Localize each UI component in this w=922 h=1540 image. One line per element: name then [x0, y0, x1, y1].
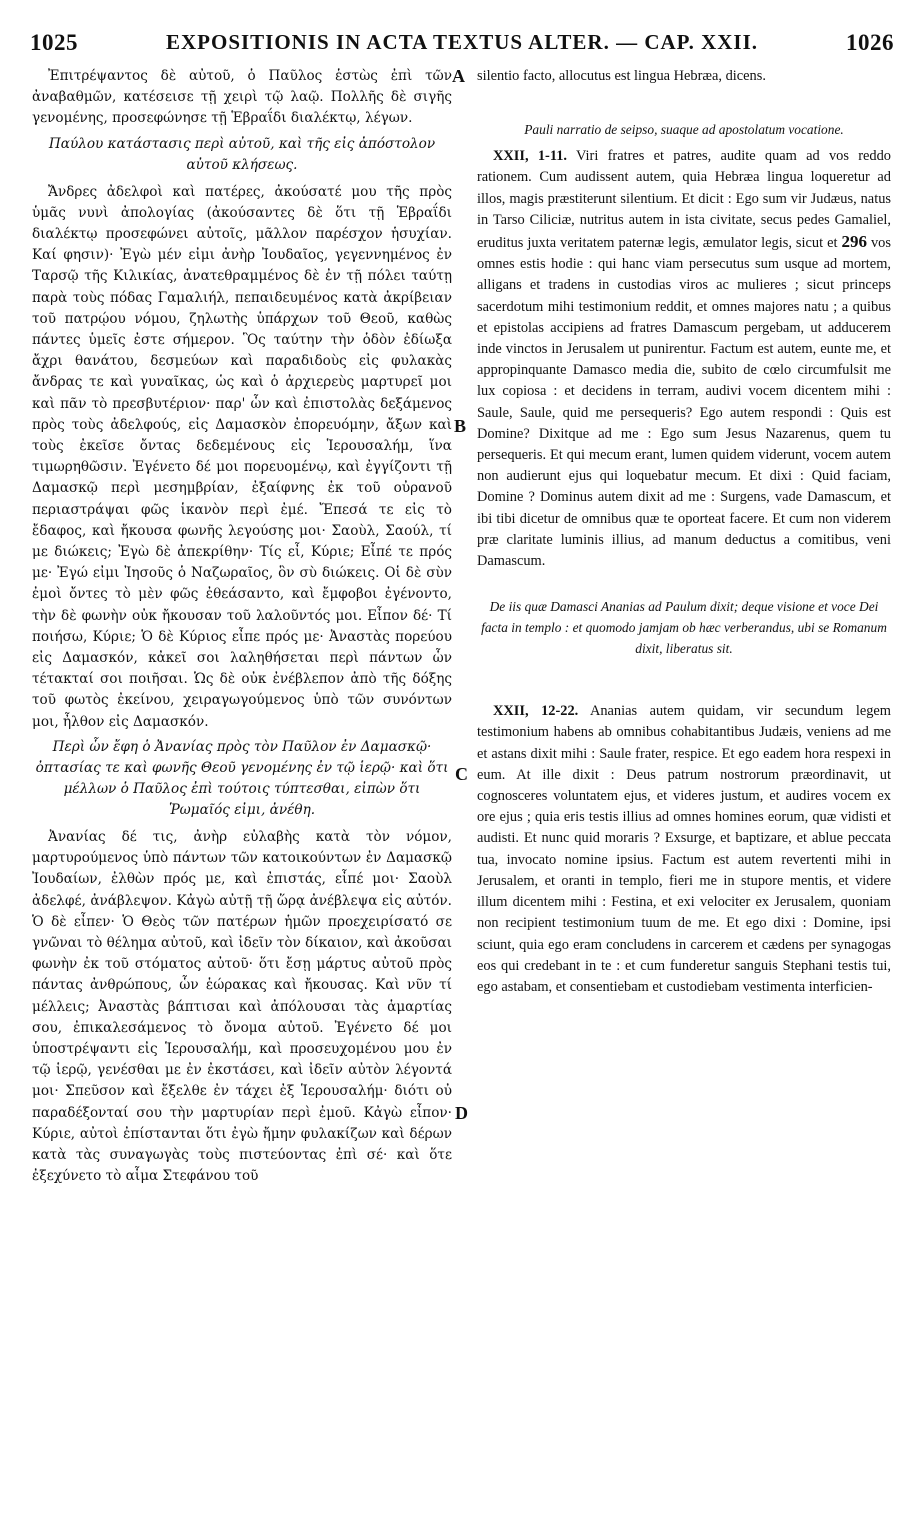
- latin-section-heading-1: Pauli narratio de seipso, suaque ad apostolatum vocatione.: [524, 122, 844, 138]
- greek-ananias-paragraph: Ἀνανίας δέ τις, ἀνὴρ εὐλαβὴς κατὰ τὸν νόμον, μαρτυρούμενος ὑπὸ πάντων τῶν κατοικούντων ἐν Δαμασκῷ Ἰουδαίων, ἐλθὼν πρός με, καὶ ἐπιστάς, εἶπέ μοι· Σαοὺλ ἀδελφέ, ἀνάβλεψον. Κἀγὼ αὐτῇ τῇ ὥρᾳ ἀνέβλεψα εἰς αὐτόν. Ὁ δὲ εἶπεν· Ὁ Θεὸς τῶν πατέρων ἡμῶν προεχειρίσατό σε γνῶναι τὸ θέλημα αὐτοῦ, καὶ ἰδεῖν τὸν δίκαιον, καὶ ἀκοῦσαι φωνὴν ἐκ τοῦ στόματος αὐτοῦ· ὅτι ἔσῃ μάρτυς αὐτοῦ πρὸς πάντας ἀνθρώπους, ὧν ἑώρακας καὶ ἤκουσας. Καὶ νῦν τί μέλλεις; Ἀναστὰς βάπτισαι καὶ ἀπόλουσαι τὰς ἁμαρτίας σου, ἐπικαλεσάμενος τὸ ὄνομα αὐτοῦ. Ἐγένετο δέ μοι ὑποστρέψαντι εἰς Ἱερουσαλήμ, καὶ προσευχομένου μου ἐν τῷ ἱερῷ, γενέσθαι με ἐν ἐκστάσει, καὶ ἰδεῖν αὐτὸν λέγοντά μοι· Σπεῦσον καὶ ἔξελθε ἐν τάχει ἐξ Ἱερουσαλήμ· διότι οὐ παραδέξονταί σου τὴν μαρτυρίαν περὶ ἐμοῦ. Κἀγὼ εἶπον· Κύριε, αὐτοὶ ἐπίστανται ὅτι ἐγὼ ἤμην φυλακίζων καὶ δέρων κατὰ τὰς συναγωγὰς τοὺς πιστεύοντας ἐπὶ σέ· καὶ ὅτε ἐξεχύνετο τὸ αἷμα Στεφάνου τοῦ: [32, 828, 452, 1185]
- greek-column: [32, 66, 452, 1187]
- spacer: [477, 87, 891, 115]
- greek-speech-paragraph: Ἄνδρες ἀδελφοὶ καὶ πατέρες, ἀκούσατέ μου τῆς πρὸς ὑμᾶς νυνὶ ἀπολογίας (ἀκούσαντες δὲ ὅτι τῇ Ἑβραΐδι διαλέκτῳ προσεφώνει αὐτοῖς, μᾶλλον παρέσχον ἡσυχίαν. Καί φησιν)· Ἐγὼ μέν εἰμι ἀνὴρ Ἰουδαῖος, γεγεννημένος ἐν Ταρσῷ τῆς Κιλικίας, ἀνατεθραμμένος δὲ ἐν τῇ πόλει ταύτῃ παρὰ τοὺς πόδας Γαμαλιήλ, πεπαιδευμένος κατὰ ἀκρίβειαν τοῦ πατρῴου νόμου, ζηλωτὴς ὑπάρχων τοῦ Θεοῦ, καθὼς πάντες ὑμεῖς ἐστε σήμερον. Ὃς ταύτην τὴν ὁδὸν ἐδίωξα ἄχρι θανάτου, δεσμεύων καὶ παραδιδοὺς εἰς φυλακὰς ἄνδρας τε καὶ γυναῖκας, ὡς καὶ ὁ ἀρχιερεὺς μαρτυρεῖ μοι καὶ πᾶν τὸ πρεσβυτέριον· παρ' ὧν καὶ ἐπιστολὰς δεξάμενος πρὸς τοὺς ἀδελφούς, εἰς Δαμασκὸν ἐπορευόμην, ἄξων καὶ τοὺς ἐκεῖσε ὄντας δεδεμένους εἰς Ἱερουσαλήμ, ἵνα τιμωρηθῶσιν. Ἐγένετο δέ μοι πορευομένῳ, καὶ ἐγγίζοντι τῇ Δαμασκῷ περὶ μεσημβρίαν, ἐξαίφνης ἐκ τοῦ οὐρανοῦ περιαστράψαι φῶς ἱκανὸν περὶ ἐμέ. Ἔπεσά τε εἰς τὸ ἔδαφος, καὶ ἤκουσα φωνῆς λεγούσης μοι· Σαοὺλ, Σαούλ, τί με διώκεις; Ἐγὼ δὲ ἀπεκρίθην· Τίς εἶ, Κύριε; Εἶπέ τε πρός με· Ἐγώ εἰμι Ἰησοῦς ὁ Ναζωραῖος, ὃν σὺ διώκεις. Οἱ δὲ σὺν ἐμοὶ ὄντες τὸ μὲν φῶς ἐθεάσαντο, καὶ ἔμφοβοι ἐγένοντο, τὴν δὲ φωνὴν οὐκ ἤκουσαν τοῦ λαλοῦντός μοι. Εἶπον δέ· Τί ποιήσω, Κύριε; Ὁ δὲ Κύριος εἶπε πρός με· Ἀναστὰς πορεύου εἰς Δαμασκόν, κἀκεῖ σοι λαληθήσεται περὶ πάντων ὧν τέτακταί σοι ποιῆσαι. Ὡς δὲ οὐκ ἐνέβλεπον ἀπὸ τῆς δόξης τοῦ φωτὸς ἐκείνου, χειραγωγούμενος ὑπὸ τῶν συνόντων μοι, ἦλθον εἰς Δαμασκόν.: [32, 183, 452, 730]
- spacer: [477, 572, 891, 592]
- greek-section-heading-1: Παύλου κατάστασις περὶ αὐτοῦ, καὶ τῆς εἰς ἀπόστολον αὐτοῦ κλήσεως.: [48, 135, 436, 173]
- spacer: [477, 665, 891, 701]
- left-column-number: 1025: [30, 30, 78, 55]
- inline-column-number: 296: [841, 232, 867, 252]
- margin-letter-d: D: [455, 1103, 468, 1123]
- greek-section-heading-2: Περὶ ὧν ἔφη ὁ Ἀνανίας πρὸς τὸν Παῦλον ἐν Δαμασκῷ· ὀπτασίας τε καὶ φωνῆς Θεοῦ γενομένης ἐν τῷ ἱερῷ· καὶ ὅτι μέλλων ὁ Παῦλος ἐπὶ τούτοις τύπτεσθαι, εἰπὼν ὅτι Ῥωμαῖός εἰμι, ἀνέθη.: [35, 738, 449, 818]
- right-column-number: 1026: [846, 30, 894, 55]
- verse-reference: XXII, 1-11.: [493, 148, 568, 165]
- latin-intro-paragraph: silentio facto, allocutus est lingua Hebræa, dicens.: [477, 68, 766, 84]
- verse-reference: XXII, 12-22.: [493, 703, 579, 720]
- greek-intro-paragraph: Ἐπιτρέψαντος δὲ αὐτοῦ, ὁ Παῦλος ἑστὼς ἐπὶ τῶν ἀναβαθμῶν, κατέσεισε τῇ χειρὶ τῷ λαῷ. Πολλῆς δὲ σιγῆς γενομένης, προσεφώνησε τῇ Ἑβραΐδι διαλέκτῳ, λέγων.: [32, 68, 452, 127]
- margin-letter-a: A: [452, 66, 465, 86]
- latin-speech-text-a: Viri fratres et patres, audite quam ad vos reddo rationem. Cum audissent autem, quia Hebræa lingua loqueretur ad illos, magis præstiterunt silentium. Et dicit : Ego sum vir Judæus, natus in Tarso Ciliciæ, nutritus autem in ista civitate, secus pedes Gamaliel, eruditus juxta veritatem paternæ legis, æmulator legis, sicut et: [477, 148, 891, 252]
- latin-speech-text-b: vos omnes estis hodie : qui hanc viam persecutus sum usque ad mortem, alligans et tradens in custodias viros ac mulieres ; sicut princeps sacerdotum mihi testimonium reddit, et omnes majores natu ; a quibus et epistolas accipiens ad fratres Damascum pergebam, ut adducerem inde vinctos in Jerusalem ut punirentur. Factum est autem, eunte me, et appropinquante Damasco media die, subito de cœlo circumfulsit me lux copiosa : et decidens in terram, audivi vocem dicentem mihi : Saule, Saule, quid me persequeris? Ego autem respondi : Quis est Domine? Dixitque ad me : Ego sum Jesus Nazarenus, quem tu persequeris. Et qui mecum erant, lumen quidem viderunt, vocem autem non audierunt ejus qui loquebatur mecum. Et dixi : Quid faciam, Domine ? Dominus autem dixit ad me : Surgens, vade Damascum, et ibi tibi dicetur de omnibus quæ te oporteat facere. Et cum non viderem præ claritate luminis illius, ad manum deductus a comitibus, veni Damascum.: [477, 235, 891, 570]
- margin-letter-b: B: [454, 416, 467, 436]
- latin-section-heading-2: De iis quæ Damasci Ananias ad Paulum dixit; deque visione et voce Dei facta in templo : et quomodo jamjam ob hæc verberandus, ubi se Romanum dixit, liberatus sit.: [481, 599, 887, 657]
- running-header: [30, 30, 894, 64]
- margin-letter-c: C: [455, 764, 468, 784]
- latin-speech-paragraph: [477, 146, 891, 572]
- latin-ananias-paragraph: [477, 701, 891, 998]
- latin-column: [477, 66, 891, 998]
- latin-ananias-text: Ananias autem quidam, vir secundum legem testimonium habens ab omnibus cohabitantibus Judæis, veniens ad me et astans dixit mihi : Saule frater, respice. Et ego eadem hora respexi in eum. At ille dixit : Deus patrum nostrorum præordinavit, ut cognosceres voluntatem ejus, et videres justum, et audires vocem ex ore ejus ; quia eris testis illius ad omnes homines eorum, quæ vidisti et audisti. Et nunc quid moraris ? Exsurge, et baptizare, et ablue peccata tua, invocato nomine ipsius. Factum est autem revertenti mihi in Jerusalem, et oranti in templo, fieri me in stupore mentis, et videre illum dicentem mihi : Festina, et exi velociter ex Jerusalem, quoniam non recipient testimonium tuum de me. Et ego dixi : Domine, ipsi sciunt, quia ego eram concludens in carcerem et cædens per synagogas eos qui credebant in te : et cum funderetur sanguis Stephani testis tui, ego astabam, et consentiebam et custodiebam vestimenta interficien-: [477, 703, 891, 995]
- running-title: EXPOSITIONIS IN ACTA TEXTUS ALTER. — CAP. XXII.: [165, 30, 758, 54]
